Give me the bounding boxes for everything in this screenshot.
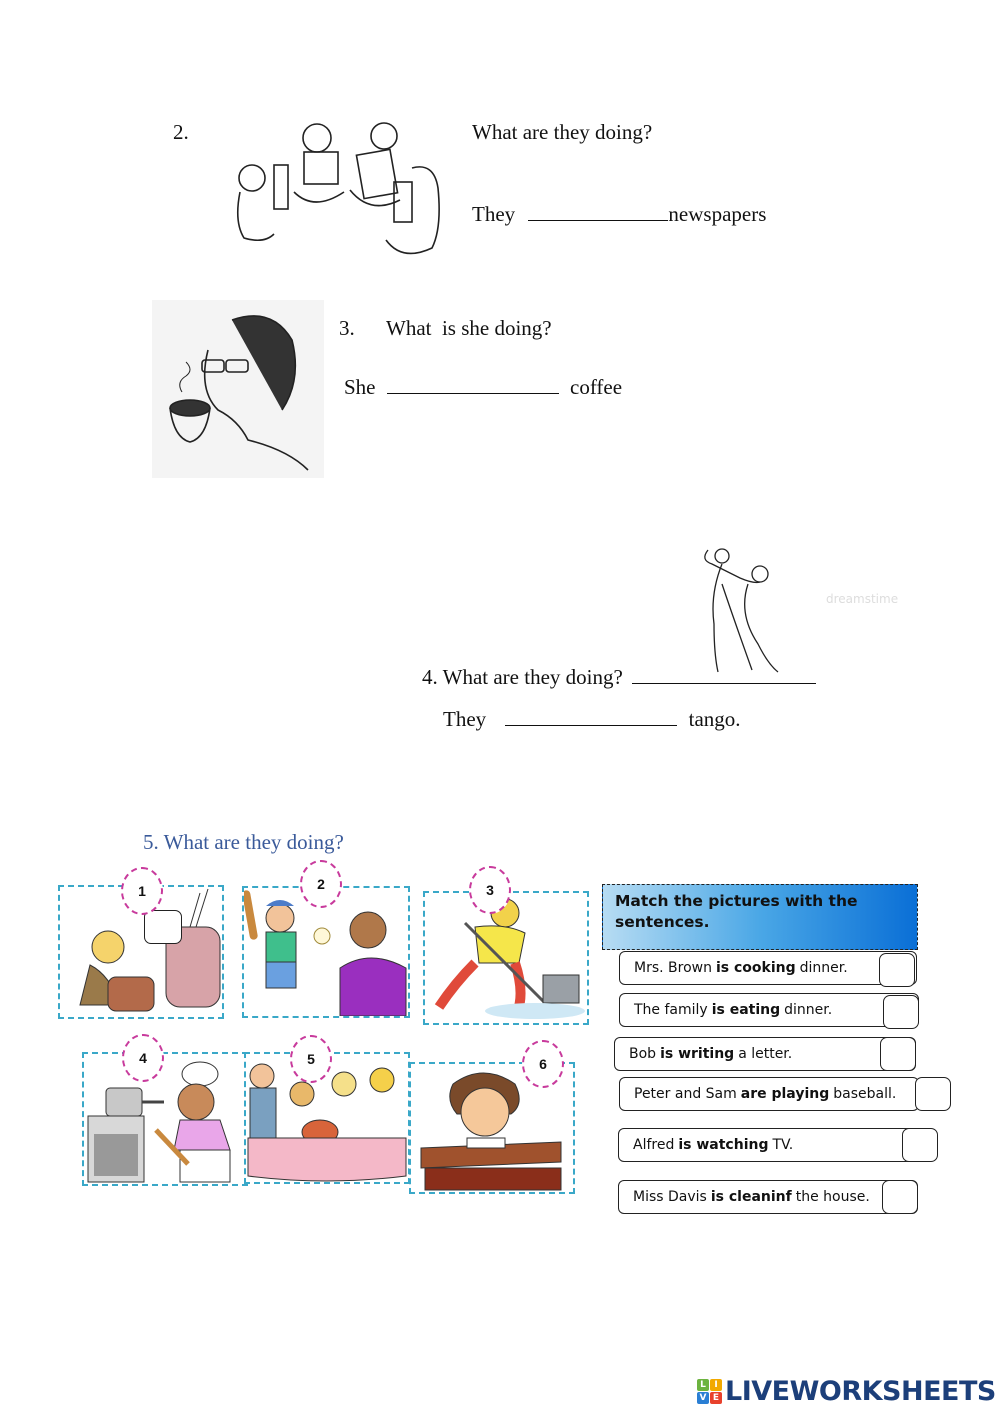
tango-dancers-image xyxy=(688,544,798,676)
picture-2-number: 2 xyxy=(300,860,342,908)
sentence-4-pre: Peter and Sam xyxy=(634,1086,737,1102)
q2-answer-suffix: newspapers xyxy=(668,202,767,226)
liveworksheets-logo[interactable] xyxy=(697,1376,996,1407)
children-reading-image xyxy=(222,120,460,262)
sentence-3 xyxy=(614,1037,916,1071)
q4-answer-suffix: tango. xyxy=(688,707,741,731)
q2-number: 2. xyxy=(173,120,189,144)
q4-answer-prefix: They xyxy=(443,707,487,731)
sentence-5-post: TV. xyxy=(772,1137,794,1153)
logo-tiles-icon xyxy=(697,1379,722,1404)
picture-6-number: 6 xyxy=(522,1040,564,1088)
match-instructions: Match the pictures with the sentences. xyxy=(602,884,918,950)
sentence-3-pre: Bob xyxy=(629,1046,657,1062)
woman-mopping-image xyxy=(425,893,587,1023)
logo-text: LIVEWORKSHEETS xyxy=(725,1376,996,1407)
sentence-6-verb: is cleaninf xyxy=(710,1189,792,1205)
picture-1-answer-box[interactable] xyxy=(144,910,182,944)
q3-answer-suffix: coffee xyxy=(570,375,623,399)
sentence-5-answer-box[interactable] xyxy=(902,1128,938,1162)
picture-3-frame xyxy=(423,891,589,1025)
q3-answer-blank[interactable] xyxy=(387,392,559,394)
q3-number: 3. xyxy=(339,316,355,340)
picture-4-number: 4 xyxy=(122,1034,164,1082)
q3-question: What is she doing? xyxy=(386,316,552,340)
watermark: dreamstime xyxy=(826,592,899,606)
q4-question-blank[interactable] xyxy=(632,682,816,684)
q3-answer-line xyxy=(344,375,622,400)
sentence-2-verb: is eating xyxy=(711,1002,781,1018)
sentence-3-answer-box[interactable] xyxy=(880,1037,916,1071)
q4-question-line xyxy=(422,665,816,690)
sentence-4-post: baseball. xyxy=(833,1086,897,1102)
picture-4-frame xyxy=(82,1052,248,1186)
logo-tile-e: E xyxy=(710,1392,722,1404)
sentence-1 xyxy=(619,951,917,985)
q2-answer-line xyxy=(472,202,766,227)
sentence-6-post: the house. xyxy=(795,1189,870,1205)
sentence-1-verb: is cooking xyxy=(715,960,796,976)
sentence-4 xyxy=(619,1077,919,1111)
sentence-3-post: a letter. xyxy=(738,1046,793,1062)
q3-answer-prefix: She xyxy=(344,375,376,399)
sentence-1-answer-box[interactable] xyxy=(879,953,915,987)
q4-answer-line xyxy=(443,707,741,732)
sentence-6 xyxy=(618,1180,918,1214)
q4-answer-blank[interactable] xyxy=(505,724,677,726)
sentence-3-verb: is writing xyxy=(660,1046,735,1062)
sentence-6-answer-box[interactable] xyxy=(882,1180,918,1214)
logo-tile-l: L xyxy=(697,1379,709,1391)
q2-question: What are they doing? xyxy=(472,120,653,144)
picture-3-number: 3 xyxy=(469,866,511,914)
logo-tile-v: V xyxy=(697,1392,709,1404)
q2-answer-blank[interactable] xyxy=(528,219,668,221)
sentence-2-pre: The family xyxy=(634,1002,708,1018)
sentence-1-pre: Mrs. Brown xyxy=(634,960,712,976)
sentence-4-answer-box[interactable] xyxy=(915,1077,951,1111)
picture-5-number: 5 xyxy=(290,1035,332,1083)
sentence-5-pre: Alfred xyxy=(633,1137,675,1153)
sentence-5 xyxy=(618,1128,918,1162)
q4-question: 4. What are they doing? xyxy=(422,665,623,689)
sentence-2-post: dinner. xyxy=(784,1002,833,1018)
sentence-5-verb: is watching xyxy=(678,1137,769,1153)
woman-coffee-image xyxy=(152,300,324,478)
woman-cooking-image xyxy=(84,1054,246,1184)
picture-1-number: 1 xyxy=(121,867,163,915)
q5-heading: 5. What are they doing? xyxy=(143,830,344,854)
sentence-2-answer-box[interactable] xyxy=(883,995,919,1029)
sentence-4-verb: are playing xyxy=(740,1086,830,1102)
logo-tile-i: I xyxy=(710,1379,722,1391)
sentence-1-post: dinner. xyxy=(799,960,848,976)
sentence-2 xyxy=(619,993,919,1027)
q2-answer-prefix: They xyxy=(472,202,516,226)
sentence-6-pre: Miss Davis xyxy=(633,1189,707,1205)
